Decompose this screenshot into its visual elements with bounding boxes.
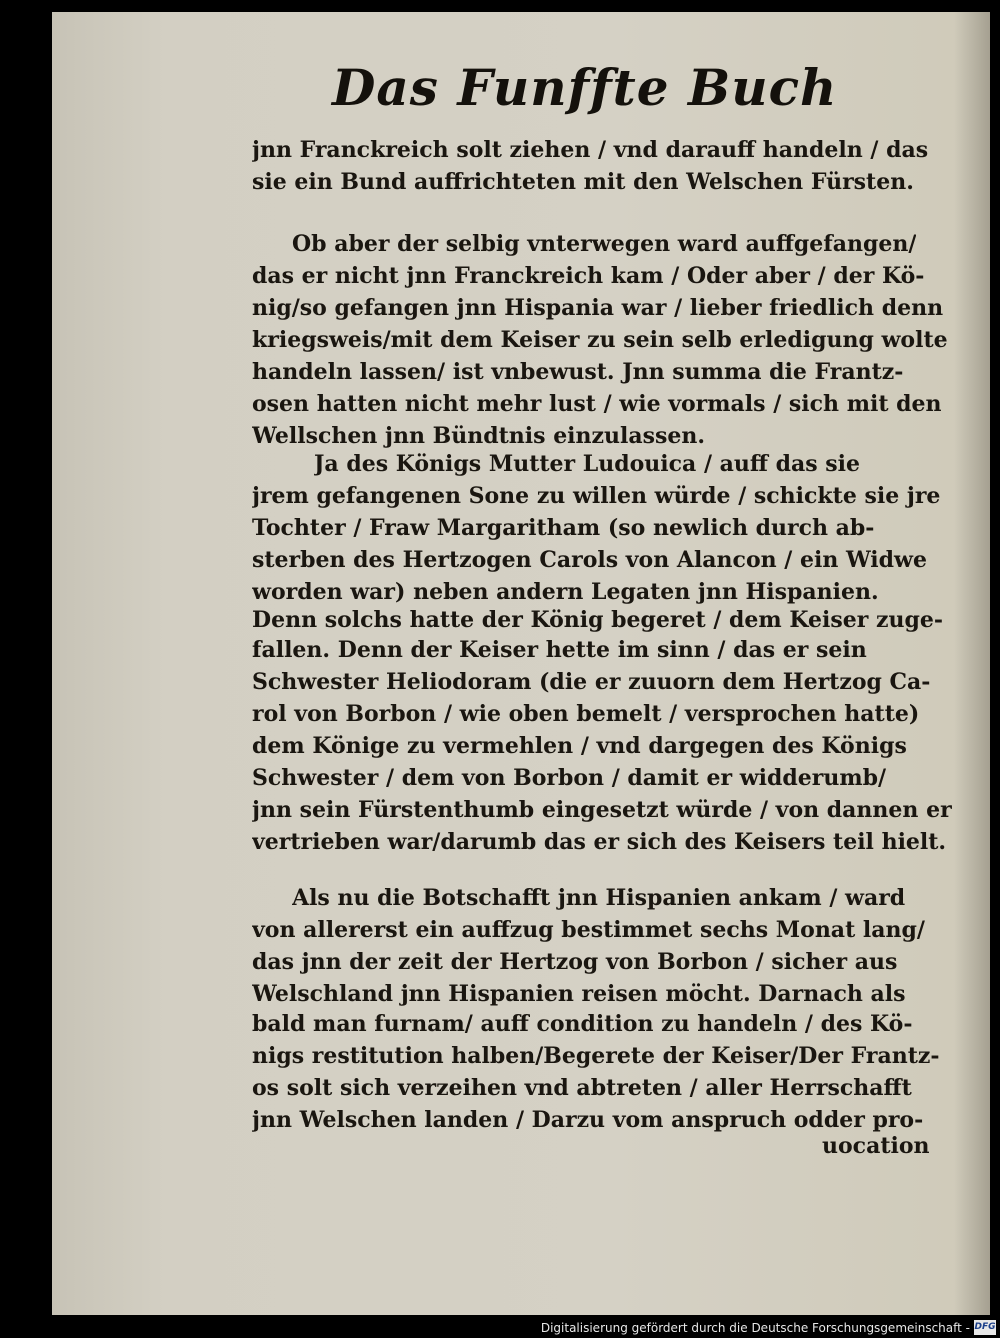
text-line: jnn Franckreich solt ziehen / vnd darauff handeln / das: [252, 137, 929, 163]
text-line: jnn sein Fürstenthumb eingesetzt würde / von dannen er: [252, 797, 952, 823]
text-line: Tochter / Fraw Margaritham (so newlich durch ab-: [252, 515, 875, 541]
text-line: sie ein Bund auffrichteten mit den Welschen Fürsten.: [252, 169, 914, 195]
text-line: sterben des Hertzogen Carols von Alancon / ein Widwe: [252, 547, 927, 573]
text-line: uocation: [822, 1133, 930, 1159]
text-line: fallen. Denn der Keiser hette im sinn / das er sein: [252, 637, 867, 663]
running-head: Das Funffte Buch: [332, 58, 838, 117]
text-line: Ob aber der selbig vnterwegen ward auffgefangen/: [292, 231, 917, 257]
text-line: von allererst ein auffzug bestimmet sechs Monat lang/: [252, 917, 925, 943]
text-line: Welschland jnn Hispanien reisen möcht. Darnach als: [252, 981, 906, 1007]
text-line: Schwester Heliodoram (die er zuuorn dem Hertzog Ca-: [252, 669, 931, 695]
text-line: jnn Welschen landen / Darzu vom anspruch odder pro-: [252, 1107, 924, 1133]
text-line: dem Könige zu vermehlen / vnd dargegen des Königs: [252, 733, 907, 759]
text-line: worden war) neben andern Legaten jnn Hispanien.: [252, 579, 879, 605]
footer-bar: [0, 1318, 1000, 1338]
dfg-logo-icon: DFG: [974, 1320, 996, 1335]
text-line: Denn solchs hatte der König begeret / dem Keiser zuge-: [252, 607, 943, 633]
text-line: rol von Borbon / wie oben bemelt / versprochen hatte): [252, 701, 920, 727]
text-line: das jnn der zeit der Hertzog von Borbon / sicher aus: [252, 949, 898, 975]
text-line: bald man furnam/ auff condition zu handeln / des Kö-: [252, 1011, 913, 1037]
text-line: handeln lassen/ ist vnbewust. Jnn summa die Frantz-: [252, 359, 904, 385]
page-edge-shadow: [954, 12, 990, 1315]
text-line: os solt sich verzeihen vnd abtreten / aller Herrschafft: [252, 1075, 912, 1101]
text-line: das er nicht jnn Franckreich kam / Oder aber / der Kö-: [252, 263, 925, 289]
text-line: kriegsweis/mit dem Keiser zu sein selb erledigung wolte: [252, 327, 948, 353]
text-line: osen hatten nicht mehr lust / wie vormals / sich mit den: [252, 391, 942, 417]
text-line: Ja des Königs Mutter Ludouica / auff das sie: [314, 451, 861, 477]
text-line: nig/so gefangen jnn Hispania war / lieber friedlich denn: [252, 295, 944, 321]
text-line: vertrieben war/darumb das er sich des Keisers teil hielt.: [252, 829, 947, 855]
text-line: nigs restitution halben/Begerete der Keiser/Der Frantz-: [252, 1043, 940, 1069]
text-line: Wellschen jnn Bündtnis einzulassen.: [252, 423, 706, 449]
text-line: jrem gefangenen Sone zu willen würde / schickte sie jre: [252, 483, 941, 509]
footer-credit: Digitalisierung gefördert durch die Deutsche Forschungsgemeinschaft -: [540, 1321, 970, 1335]
text-line: Als nu die Botschafft jnn Hispanien ankam / ward: [292, 885, 906, 911]
text-line: Schwester / dem von Borbon / damit er widderumb/: [252, 765, 887, 791]
